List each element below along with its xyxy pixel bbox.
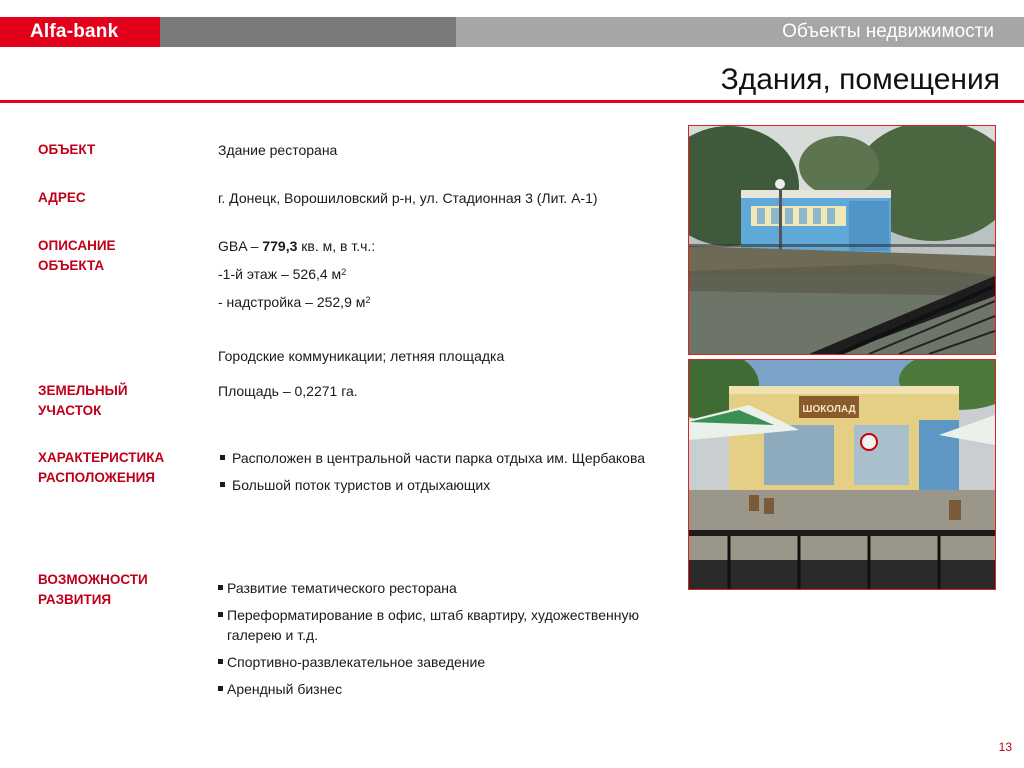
list-item: Арендный бизнес bbox=[218, 679, 658, 699]
label-location bbox=[38, 448, 164, 488]
page-title: Здания, помещения bbox=[720, 63, 1000, 96]
value-floor1 bbox=[218, 264, 346, 284]
building-by-river-photo bbox=[688, 125, 996, 355]
gba-value: 779,3 bbox=[262, 238, 298, 254]
value-addon bbox=[218, 292, 370, 312]
label-development-line1: ВОЗМОЖНОСТИ bbox=[38, 572, 148, 587]
value-address: г. Донецк, Ворошиловский р-н, ул. Стадионная 3 (Лит. А-1) bbox=[218, 190, 598, 206]
brand-name: Alfa-bank bbox=[30, 21, 119, 42]
list-item: Переформатирование в офис, штаб квартиру, художественную галерею и т.д. bbox=[218, 605, 658, 645]
label-address: АДРЕС bbox=[38, 190, 86, 205]
list-item: Спортивно-развлекательное заведение bbox=[218, 652, 658, 672]
bullet-icon bbox=[220, 455, 225, 460]
page-number: 13 bbox=[998, 740, 1012, 754]
location-list bbox=[218, 448, 658, 502]
bullet-icon bbox=[220, 482, 225, 487]
photo-top-drawing bbox=[689, 126, 995, 354]
label-land-line1: ЗЕМЕЛЬНЫЙ bbox=[38, 383, 128, 398]
label-description bbox=[38, 236, 116, 276]
value-object: Здание ресторана bbox=[218, 142, 338, 158]
floor1-sup: 2 bbox=[341, 267, 347, 277]
label-land-line2: УЧАСТОК bbox=[38, 403, 102, 418]
title-rule bbox=[0, 100, 1024, 103]
list-item: Расположен в центральной части парка отдыха им. Щербакова bbox=[218, 448, 658, 468]
label-location-line1: ХАРАКТЕРИСТИКА bbox=[38, 450, 165, 465]
development-list bbox=[218, 578, 658, 706]
bullet-icon bbox=[218, 612, 223, 617]
bullet-icon bbox=[218, 686, 223, 691]
label-object: ОБЪЕКТ bbox=[38, 142, 96, 157]
label-location-line2: РАСПОЛОЖЕНИЯ bbox=[38, 470, 156, 485]
cafe-sign-text: ШОКОЛАД bbox=[802, 404, 856, 415]
value-land: Площадь – 0,2271 га. bbox=[218, 383, 358, 399]
addon-sup: 2 bbox=[365, 295, 371, 305]
label-description-line1: ОПИСАНИЕ bbox=[38, 238, 116, 253]
gba-suffix: кв. м, в т.ч.: bbox=[297, 238, 376, 254]
floor1-text: -1-й этаж – 526,4 м bbox=[218, 266, 342, 282]
addon-text: - надстройка – 252,9 м bbox=[218, 294, 366, 310]
list-item: Большой поток туристов и отдыхающих bbox=[218, 475, 658, 495]
label-development bbox=[38, 570, 148, 610]
header-bar bbox=[0, 17, 1024, 47]
label-description-line2: ОБЪЕКТА bbox=[38, 258, 105, 273]
section-title: Объекты недвижимости bbox=[782, 21, 994, 42]
value-utilities: Городские коммуникации; летняя площадка bbox=[218, 348, 505, 364]
photo-bottom-drawing bbox=[689, 360, 995, 589]
gba-prefix: GBA – bbox=[218, 238, 263, 254]
bullet-icon bbox=[218, 659, 223, 664]
list-item: Развитие тематического ресторана bbox=[218, 578, 658, 598]
label-land bbox=[38, 381, 128, 421]
value-gba bbox=[218, 236, 375, 256]
cafe-terrace-photo bbox=[688, 359, 996, 590]
header-divider-dark bbox=[160, 17, 456, 47]
label-development-line2: РАЗВИТИЯ bbox=[38, 592, 112, 607]
bullet-icon bbox=[218, 585, 223, 590]
